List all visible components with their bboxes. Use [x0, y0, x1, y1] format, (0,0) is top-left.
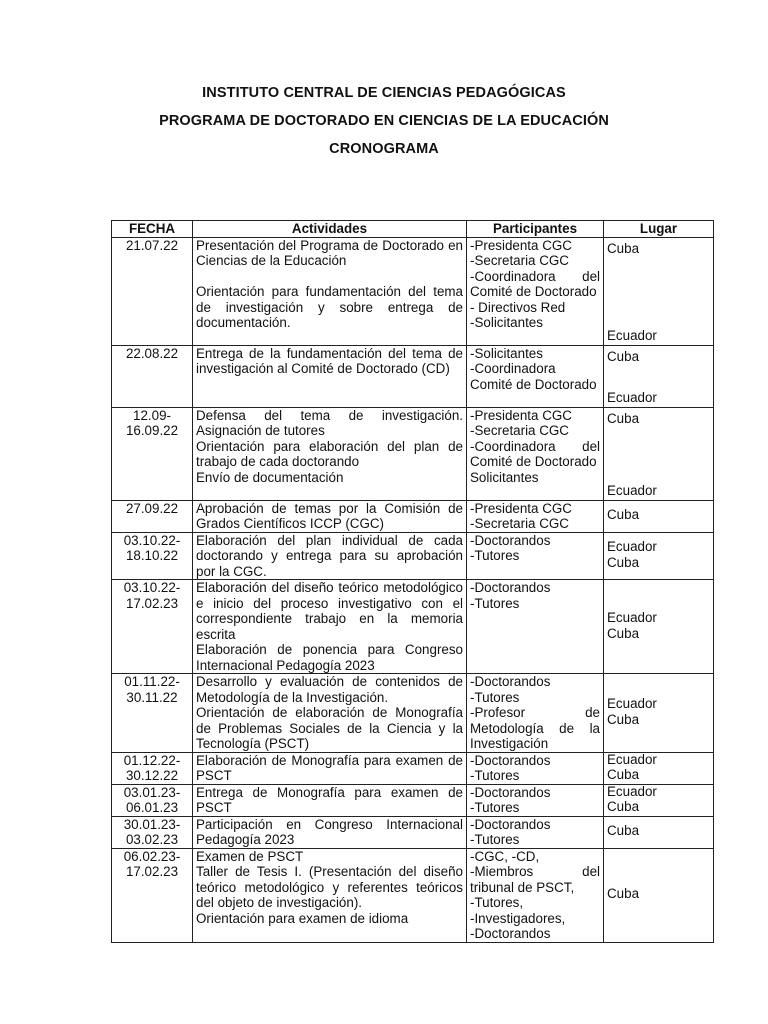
- participant-text: -Doctorandos: [470, 784, 551, 800]
- table-row: [112, 784, 714, 816]
- cell-participantes: [467, 532, 604, 580]
- cell-actividades: [193, 784, 467, 816]
- activity-text: Entrega de Monografía para examen de PSCT: [196, 784, 463, 815]
- cell-actividades: [193, 816, 467, 848]
- table-row: [112, 237, 714, 345]
- participant-text: -Tutores,: [470, 895, 524, 910]
- activity-text: Orientación para fundamentación del tema de investigación y sobre entrega de documentación.: [196, 284, 463, 330]
- place-text: Cuba: [607, 823, 640, 839]
- cell-fecha: 22.08.22: [112, 345, 193, 407]
- place-text: Ecuador: [607, 390, 657, 405]
- column-header-participantes: Participantes: [467, 221, 604, 238]
- cell-fecha: 03.10.22-18.10.22: [112, 532, 193, 580]
- activity-text: Elaboración de Monografía para examen de PSCT: [196, 752, 463, 783]
- column-header-fecha: FECHA: [112, 221, 193, 238]
- activity-text: Elaboración del diseño teórico metodológico e inicio del proceso investigativo con el correspondiente trabajo en la memoria escrita: [196, 580, 463, 642]
- cell-actividades: [193, 407, 467, 500]
- cell-fecha: 03.10.22-17.02.23: [112, 580, 193, 674]
- cell-actividades: [193, 674, 467, 753]
- cell-fecha: 06.02.23-17.02.23: [112, 848, 193, 942]
- activity-text: Envío de documentación: [196, 469, 344, 485]
- cell-participantes: [467, 816, 604, 848]
- participant-text: -Presidenta CGC: [470, 500, 572, 516]
- cell-participantes: [467, 237, 604, 345]
- activity-text: Orientación de elaboración de Monografía de Problemas Sociales de la Ciencia y la Tecnología (PSCT): [196, 705, 463, 751]
- place-text: Cuba: [607, 554, 640, 570]
- cell-lugar: [604, 848, 714, 942]
- cell-lugar: [604, 407, 714, 500]
- cell-lugar: [604, 532, 714, 580]
- institute-title: INSTITUTO CENTRAL DE CIENCIAS PEDAGÓGICAS: [202, 85, 566, 101]
- cell-participantes: [467, 674, 604, 753]
- cell-participantes: [467, 407, 604, 500]
- cell-actividades: [193, 848, 467, 942]
- place-text: Ecuador: [607, 696, 657, 711]
- cell-fecha: 01.11.22-30.11.22: [112, 674, 193, 753]
- participant-text: Solicitantes: [470, 469, 539, 485]
- cell-fecha: 01.12.22-30.12.22: [112, 752, 193, 784]
- participant-text: -Doctorandos: [470, 926, 551, 941]
- activity-text: Elaboración de ponencia para Congreso Internacional Pedagogía 2023: [196, 642, 463, 673]
- participant-text: -Tutores: [470, 832, 520, 847]
- participant-text: -Profesor de Metodología de la Investigación: [470, 705, 600, 751]
- place-text: Ecuador: [607, 483, 657, 498]
- cell-participantes: [467, 848, 604, 942]
- cell-actividades: [193, 345, 467, 407]
- table-row: [112, 752, 714, 784]
- place-text: Cuba: [607, 886, 640, 902]
- column-header-actividades: Actividades: [193, 221, 467, 238]
- place-text: Cuba: [607, 507, 640, 523]
- cell-fecha: 21.07.22: [112, 237, 193, 345]
- activity-text: Desarrollo y evaluación de contenidos de Metodología de la Investigación.: [196, 674, 463, 705]
- cell-participantes: [467, 784, 604, 816]
- place-text: Ecuador: [607, 751, 657, 767]
- cell-lugar: [604, 752, 714, 784]
- place-text: Cuba: [607, 410, 640, 426]
- cell-actividades: [193, 752, 467, 784]
- cell-actividades: [193, 237, 467, 345]
- activity-text: Presentación del Programa de Doctorado en Ciencias de la Educación: [196, 237, 463, 268]
- place-text: Ecuador: [607, 328, 657, 343]
- participant-text: -Tutores: [470, 595, 520, 611]
- table-row: [112, 580, 714, 674]
- cell-lugar: [604, 580, 714, 674]
- activity-text: Orientación para elaboración del plan de trabajo de cada doctorando: [196, 438, 463, 469]
- cell-lugar: [604, 345, 714, 407]
- cell-actividades: [193, 500, 467, 532]
- table-row: [112, 816, 714, 848]
- place-text: Ecuador: [607, 783, 657, 799]
- table-row: [112, 407, 714, 500]
- participant-text: -Doctorandos: [470, 752, 551, 768]
- place-text: Cuba: [607, 625, 640, 641]
- cell-participantes: [467, 500, 604, 532]
- place-text: Cuba: [607, 767, 640, 782]
- cell-participantes: [467, 345, 604, 407]
- participant-text: -Tutores: [470, 689, 520, 705]
- cell-participantes: [467, 580, 604, 674]
- activity-text: Orientación para examen de idioma: [196, 910, 409, 926]
- cell-lugar: [604, 237, 714, 345]
- participant-text: -Secretaria CGC: [470, 516, 569, 531]
- place-text: Cuba: [607, 799, 640, 814]
- document-header: [0, 84, 768, 159]
- participant-text: -Coordinadora Comité de Doctorado: [470, 361, 597, 392]
- participant-text: -Secretaria CGC: [470, 253, 569, 268]
- participant-text: -Investigadores,: [470, 910, 566, 926]
- cell-fecha: 12.09-16.09.22: [112, 407, 193, 500]
- activity-text: Entrega de la fundamentación del tema de investigación al Comité de Doctorado (CD): [196, 345, 463, 376]
- participant-text: -Solicitantes: [470, 315, 543, 330]
- place-text: Cuba: [607, 348, 640, 364]
- table-row: [112, 500, 714, 532]
- activity-text: Examen de PSCT: [196, 848, 304, 864]
- participant-text: -Doctorandos: [470, 816, 551, 832]
- activity-text: Aprobación de temas por la Comisión de Grados Científicos ICCP (CGC): [196, 500, 463, 531]
- participant-text: -Tutores: [470, 800, 520, 815]
- participant-text: - Directivos Red: [470, 299, 566, 315]
- table-header-row: [112, 221, 714, 238]
- table-row: [112, 532, 714, 580]
- place-text: Ecuador: [607, 539, 657, 554]
- activity-text: Taller de Tesis I. (Presentación del diseño teórico metodológico y referentes teóricos del objeto de investigación).: [196, 864, 463, 910]
- cell-fecha: 27.09.22: [112, 500, 193, 532]
- place-text: Cuba: [607, 711, 640, 727]
- cell-lugar: [604, 674, 714, 753]
- participant-text: -Doctorandos: [470, 580, 551, 595]
- cell-fecha: 30.01.23-03.02.23: [112, 816, 193, 848]
- participant-text: -Solicitantes: [470, 345, 543, 361]
- participant-text: -Presidenta CGC: [470, 407, 572, 423]
- participant-text: -Coordinadora del Comité de Doctorado: [470, 438, 600, 469]
- cell-actividades: [193, 532, 467, 580]
- participant-text: -Tutores: [470, 768, 520, 783]
- document-title: CRONOGRAMA: [329, 141, 439, 157]
- program-title: PROGRAMA DE DOCTORADO EN CIENCIAS DE LA EDUCACIÓN: [159, 113, 609, 129]
- place-text: Ecuador: [607, 610, 657, 625]
- cell-participantes: [467, 752, 604, 784]
- activity-text: Elaboración del plan individual de cada doctorando y entrega para su aprobación por la CGC.: [196, 532, 463, 579]
- activity-text: [196, 269, 463, 285]
- participant-text: -Coordinadora del Comité de Doctorado: [470, 268, 600, 299]
- activity-text: Defensa del tema de investigación. Asignación de tutores: [196, 407, 463, 438]
- column-header-lugar: Lugar: [604, 221, 714, 238]
- participant-text: -CGC, -CD,: [470, 848, 540, 864]
- participant-text: -Doctorandos: [470, 674, 551, 689]
- cell-lugar: [604, 816, 714, 848]
- schedule-table: [111, 220, 714, 943]
- participant-text: -Miembros del tribunal de PSCT,: [470, 864, 600, 895]
- cell-actividades: [193, 580, 467, 674]
- cell-lugar: [604, 784, 714, 816]
- participant-text: -Tutores: [470, 548, 520, 563]
- participant-text: -Secretaria CGC: [470, 423, 569, 438]
- table-row: [112, 674, 714, 753]
- place-text: Cuba: [607, 240, 640, 256]
- table-row: [112, 345, 714, 407]
- participant-text: -Presidenta CGC: [470, 237, 572, 253]
- activity-text: Participación en Congreso Internacional Pedagogía 2023: [196, 816, 463, 847]
- cell-lugar: [604, 500, 714, 532]
- participant-text: -Doctorandos: [470, 532, 551, 548]
- table-row: [112, 848, 714, 942]
- cell-fecha: 03.01.23-06.01.23: [112, 784, 193, 816]
